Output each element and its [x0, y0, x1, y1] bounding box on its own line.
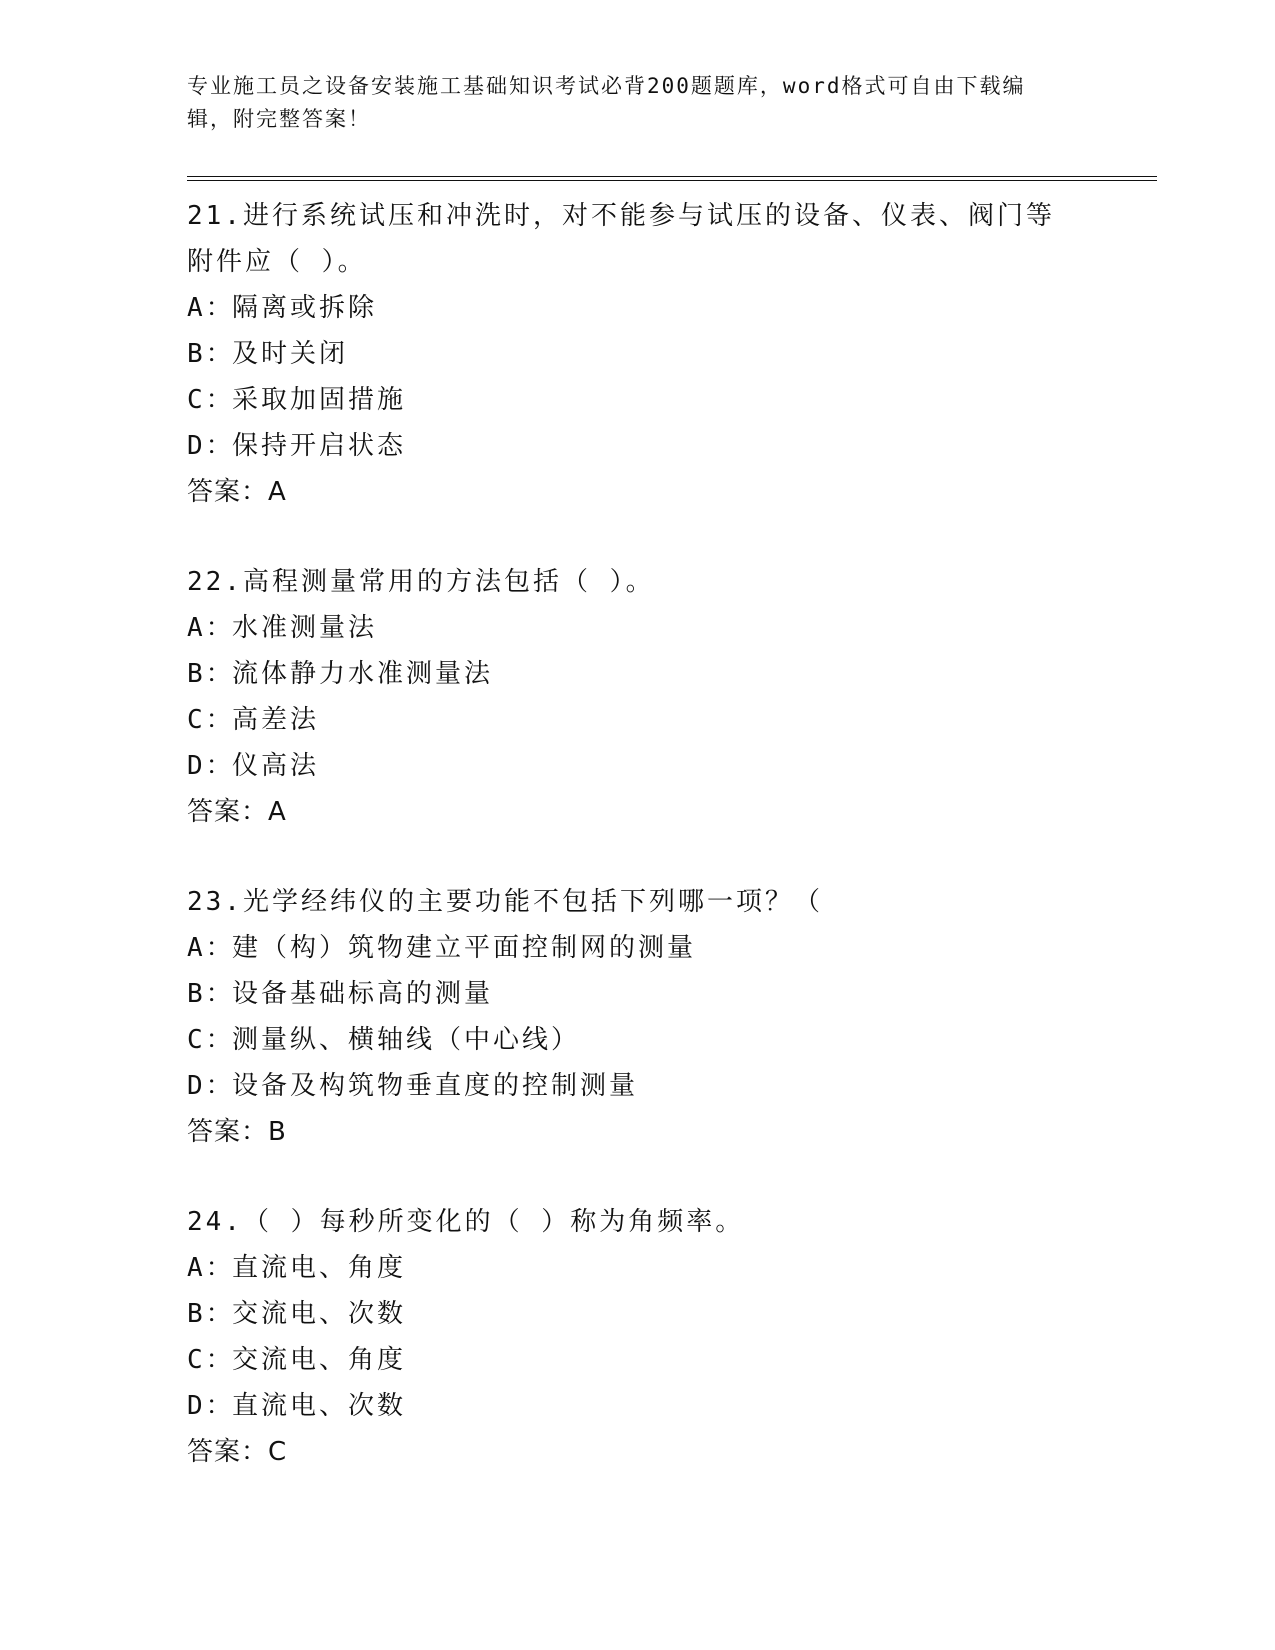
option-text: 隔离或拆除 — [232, 293, 378, 323]
option-text: 交流电、角度 — [232, 1345, 407, 1375]
option-a — [187, 925, 1157, 971]
answer: 答案：C — [187, 1437, 288, 1467]
option-key: C： — [187, 385, 235, 415]
option-text: 设备及构筑物垂直度的控制测量 — [232, 1071, 639, 1101]
option-text: 设备基础标高的测量 — [232, 979, 494, 1009]
option-c — [187, 697, 1157, 743]
option-text: 建（构）筑物建立平面控制网的测量 — [232, 933, 697, 963]
question-24 — [187, 1199, 1157, 1475]
option-b — [187, 331, 1157, 377]
option-text: 采取加固措施 — [232, 385, 407, 415]
option-c — [187, 1337, 1157, 1383]
document-page — [187, 70, 1157, 1475]
option-key: A： — [187, 293, 235, 323]
question-23 — [187, 879, 1157, 1155]
question-stem: 24.（ ）每秒所变化的（ ）称为角频率。 — [187, 1207, 745, 1237]
option-key: A： — [187, 613, 235, 643]
option-a — [187, 1245, 1157, 1291]
question-stem: 22.高程测量常用的方法包括（ ）。 — [187, 567, 655, 597]
option-text: 高差法 — [232, 705, 320, 735]
option-key: C： — [187, 705, 235, 735]
option-d — [187, 743, 1157, 789]
option-key: A： — [187, 933, 235, 963]
option-text: 保持开启状态 — [232, 431, 407, 461]
option-b — [187, 971, 1157, 1017]
option-key: C： — [187, 1345, 235, 1375]
option-key: B： — [187, 659, 235, 689]
option-text: 测量纵、横轴线（中心线） — [232, 1025, 581, 1055]
option-c — [187, 1017, 1157, 1063]
option-text: 直流电、次数 — [232, 1391, 407, 1421]
answer: 答案：B — [187, 1117, 287, 1147]
option-text: 流体静力水准测量法 — [232, 659, 494, 689]
option-b — [187, 651, 1157, 697]
option-text: 及时关闭 — [232, 339, 349, 369]
option-key: B： — [187, 1299, 235, 1329]
question-stem: 21.进行系统试压和冲洗时，对不能参与试压的设备、仪表、阀门等附件应（ ）。 — [187, 201, 1055, 277]
option-key: D： — [187, 751, 235, 781]
question-22 — [187, 559, 1157, 835]
option-key: D： — [187, 1071, 235, 1101]
option-text: 交流电、次数 — [232, 1299, 407, 1329]
option-d — [187, 1383, 1157, 1429]
option-key: A： — [187, 1253, 235, 1283]
option-key: D： — [187, 431, 235, 461]
option-d — [187, 1063, 1157, 1109]
answer: 答案：A — [187, 797, 287, 827]
question-stem: 23.光学经纬仪的主要功能不包括下列哪一项？（ — [187, 887, 823, 917]
header-divider — [187, 176, 1157, 181]
option-d — [187, 423, 1157, 469]
option-key: B： — [187, 979, 235, 1009]
option-text: 水准测量法 — [232, 613, 378, 643]
option-a — [187, 285, 1157, 331]
option-key: B： — [187, 339, 235, 369]
answer: 答案：A — [187, 477, 287, 507]
option-b — [187, 1291, 1157, 1337]
question-21 — [187, 193, 1157, 515]
option-a — [187, 605, 1157, 651]
option-text: 仪高法 — [232, 751, 320, 781]
option-key: D： — [187, 1391, 235, 1421]
option-c — [187, 377, 1157, 423]
document-header: 专业施工员之设备安装施工基础知识考试必背200题题库，word格式可自由下载编辑，附完整答案！ — [187, 74, 1026, 131]
option-key: C： — [187, 1025, 235, 1055]
option-text: 直流电、角度 — [232, 1253, 407, 1283]
